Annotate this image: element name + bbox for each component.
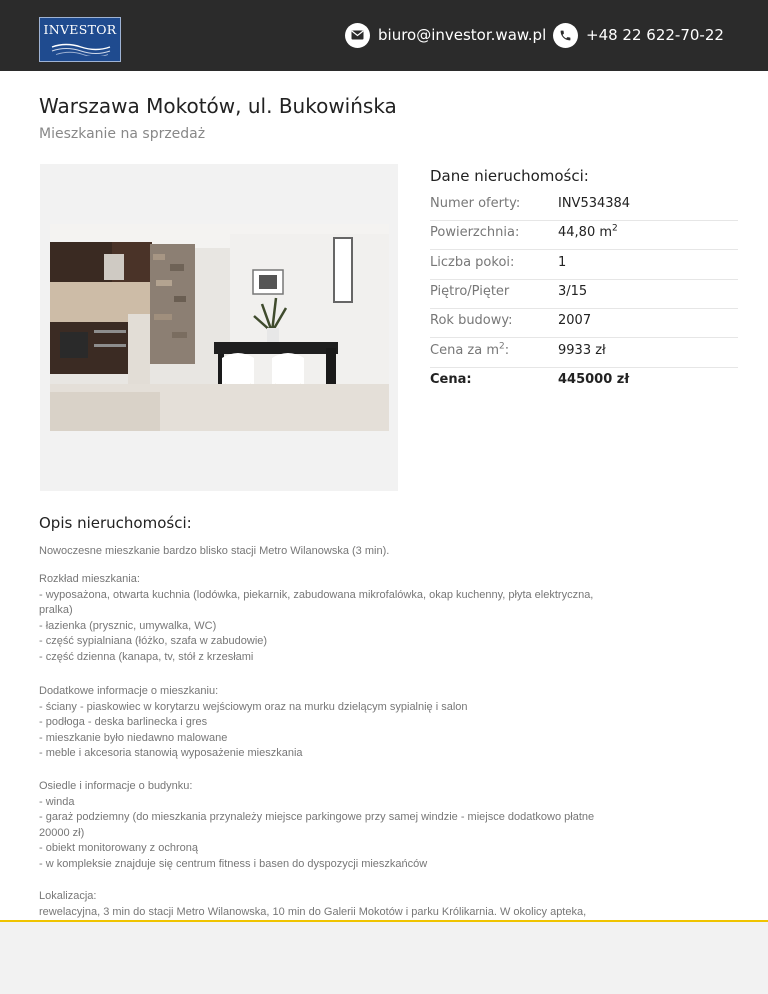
description-paragraph: Rozkład mieszkania: - wyposażona, otwarta kuchnia (lodówka, piekarnik, zabudowana mikrofalówka, okap kuchenny, płyta elektryczna, pralka) - łazienka (prysznic, umywalka, WC) - część sypialniana (łóżko, szafa w zabudowie) - część dzienna (kanapa, tv, stół z krzesłami: [39, 573, 594, 663]
photo-frame: [40, 164, 398, 491]
description-paragraph: Osiedle i informacje o budynku: - winda - garaż podziemny (do mieszkania przynależy miejsce parkingowe przy samej windzie - miejsce dodatkowo płatne 20000 zł) - obiekt monitorowany z ochroną - w kompleksie znajduje się centrum fitness i basen do dyspozycji mieszkańców: [39, 780, 595, 870]
property-value: 1: [558, 255, 567, 270]
properties-heading: Dane nieruchomości:: [430, 167, 589, 185]
property-label: Liczba pokoi:: [430, 255, 515, 270]
property-label: Powierzchnia:: [430, 225, 520, 240]
property-label: Numer oferty:: [430, 196, 521, 211]
description-paragraph: Dodatkowe informacje o mieszkaniu: - ściany - piaskowiec w korytarzu wejściowym oraz na murku dzielącym sypialnię i salon - podłoga - deska barlinecka i gres - mieszkanie było niedawno malowane - meble i akcesoria stanowią wyposażenie mieszkania: [39, 685, 468, 759]
contact-email[interactable]: [345, 22, 546, 48]
property-row-price-per-m2: [430, 339, 738, 368]
description-paragraph: Nowoczesne mieszkanie bardzo blisko stacji Metro Wilanowska (3 min).: [39, 545, 390, 557]
property-label: Piętro/Pięter: [430, 284, 510, 299]
property-row-floor: [430, 280, 738, 309]
listing-subtitle: Mieszkanie na sprzedaż: [39, 126, 206, 142]
page-footer: [0, 922, 768, 994]
property-row-price: [430, 368, 738, 397]
investor-logo[interactable]: [39, 17, 121, 62]
email-link[interactable]: biuro@investor.waw.pl: [378, 26, 547, 44]
phone-icon: [553, 23, 578, 48]
property-label: Rok budowy:: [430, 313, 513, 328]
property-value: 3/15: [558, 284, 588, 299]
page-header: [0, 0, 768, 71]
property-value: 9933 zł: [558, 343, 606, 358]
property-value: 44,80 $m^2$: [558, 223, 618, 240]
apartment-photo[interactable]: [50, 224, 389, 431]
property-label: Cena za $m^2$:: [430, 341, 510, 358]
property-value: 445000 zł: [558, 372, 630, 387]
contact-phone[interactable]: [553, 22, 724, 48]
property-row-offer-number: [430, 192, 738, 221]
description-heading: Opis nieruchomości:: [39, 514, 192, 532]
property-label: Cena:: [430, 372, 472, 387]
listing-title: Warszawa Mokotów, ul. Bukowińska: [39, 94, 397, 118]
property-row-year: [430, 309, 738, 338]
phone-link[interactable]: +48 22 622-70-22: [586, 26, 724, 44]
description-paragraph: Lokalizacja: rewelacyjna, 3 min do stacji Metro Wilanowska, 10 min do Galerii Mokotów i parku Królikarnia. W okolicy apteka,: [39, 890, 587, 918]
envelope-icon: [345, 23, 370, 48]
property-row-area: [430, 221, 738, 250]
logo-text: INVESTOR: [43, 22, 117, 37]
property-row-rooms: [430, 251, 738, 280]
logo-wave-icon: [50, 42, 112, 56]
property-value: 2007: [558, 313, 592, 328]
property-value: INV534384: [558, 196, 631, 211]
